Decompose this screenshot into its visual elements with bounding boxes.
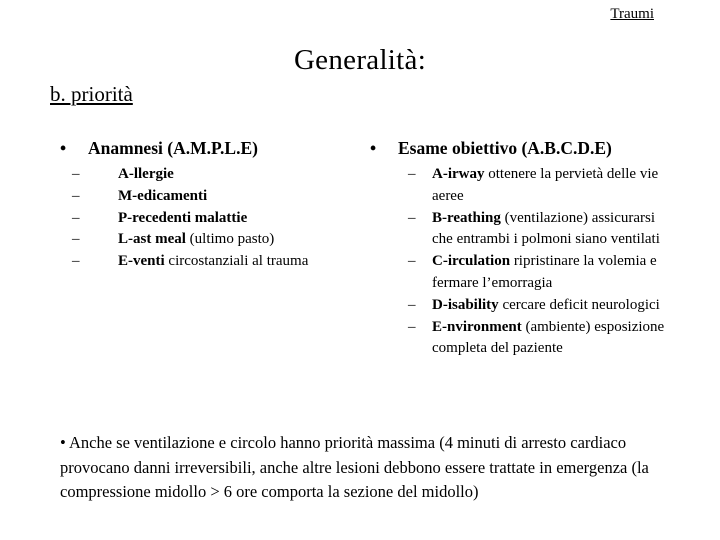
dash-icon: – [408, 209, 416, 226]
dash-icon: – [408, 318, 416, 335]
dash-icon: – [72, 209, 80, 226]
bullet-icon: • [370, 138, 377, 158]
dash-icon: – [72, 187, 80, 204]
item-text: (ventilazione) assicurarsi che entrambi i polmoni siano ventilati [432, 209, 660, 248]
anamnesi-list [72, 164, 358, 273]
esame-obiettivo-heading [370, 138, 612, 159]
item-bold: E-nvironment [432, 318, 522, 335]
dash-icon: – [408, 296, 416, 313]
bullet-icon: • [60, 138, 67, 158]
item-bold: D-isability [432, 296, 499, 313]
list-item [72, 208, 358, 230]
header-link-traumi[interactable]: Traumi [610, 6, 654, 22]
esame-obiettivo-list [408, 164, 672, 360]
item-bold: B-reathing [432, 209, 501, 226]
item-text: circostanziali al trauma [164, 253, 309, 270]
item-bold: M-edicamenti [118, 187, 208, 204]
item-bold: C-irculation [432, 253, 511, 270]
anamnesi-heading [60, 138, 258, 159]
list-item [72, 251, 358, 273]
anamnesi-heading-text: Anamnesi (A.M.P.L.E) [88, 138, 258, 158]
item-bold: A-irway [432, 166, 485, 182]
item-bold: A-llergie [118, 166, 174, 182]
item-bold: L-ast meal [118, 231, 186, 248]
item-text: cercare deficit neurologici [498, 296, 660, 313]
priority-note: • Anche se ventilazione e circolo hanno priorità massima (4 minuti di arresto cardiaco provocano danni irreversibili, anche altre lesioni debbono essere trattate in emergenza (la compressione midollo > 6 ore comporta la sezione del midollo) [60, 433, 649, 501]
list-item [72, 164, 358, 186]
list-item [408, 164, 672, 208]
list-item [72, 229, 358, 251]
dash-icon: – [72, 253, 80, 270]
item-text: (ultimo pasto) [185, 231, 275, 248]
dash-icon: – [72, 231, 80, 248]
page-title-text: Generalità: [293, 44, 427, 76]
dash-icon: – [408, 253, 416, 270]
list-item [408, 208, 672, 252]
list-item [408, 251, 672, 295]
list-item [408, 317, 672, 361]
item-text: ripristinare la volemia e fermare l’emorragia [432, 253, 657, 291]
dash-icon: – [408, 166, 416, 182]
item-text: (ambiente) esposizione completa del paziente [432, 318, 665, 357]
item-bold: P-recedenti malattie [118, 209, 248, 226]
section-subtitle: b. priorità [50, 82, 133, 106]
page-title [0, 44, 720, 77]
item-bold: E-venti [118, 253, 165, 270]
esame-obiettivo-heading-text: Esame obiettivo (A.B.C.D.E) [398, 138, 612, 158]
list-item [72, 186, 358, 208]
dash-icon: – [72, 166, 80, 182]
list-item [408, 295, 672, 317]
item-text: ottenere la pervietà delle vie aeree [432, 166, 659, 204]
